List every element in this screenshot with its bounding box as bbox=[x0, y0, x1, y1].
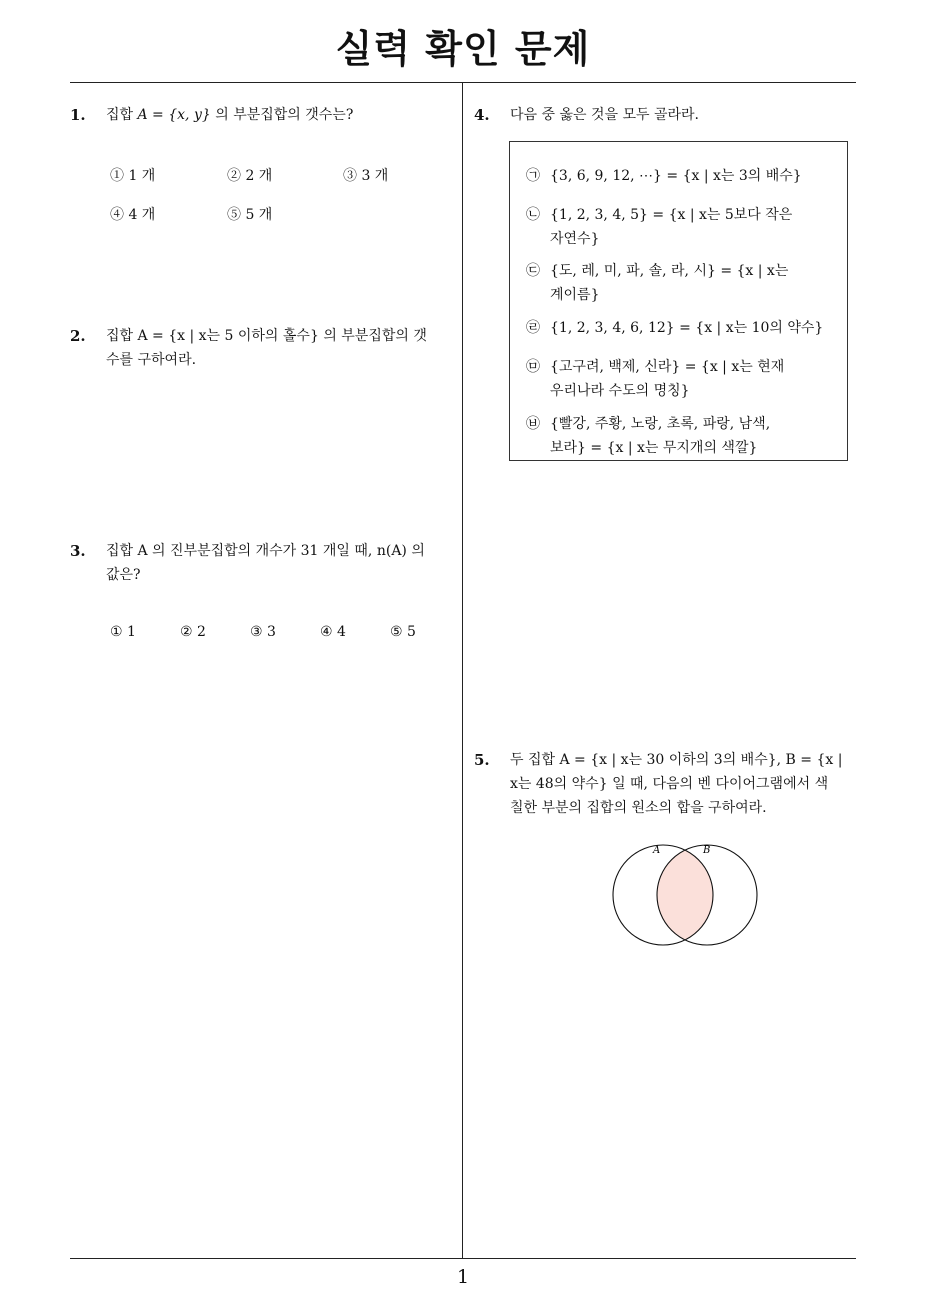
statement-item[interactable]: ㉢ {도, 레, 미, 파, 솔, 라, 시} = {x | x는 계이름} bbox=[526, 259, 836, 307]
statement-mark: ㉣ bbox=[526, 320, 540, 336]
statement-box bbox=[509, 141, 848, 461]
page-title: 실력 확인 문제 bbox=[335, 27, 591, 71]
choice-4[interactable]: ④ 4 개 bbox=[110, 207, 156, 223]
choice-1[interactable]: ① 1 개 bbox=[110, 168, 156, 184]
statement-item[interactable]: ㉡ {1, 2, 3, 4, 5} = {x | x는 5보다 작은 자연수} bbox=[526, 203, 836, 251]
choice-5[interactable]: ⑤ 5 개 bbox=[227, 207, 273, 223]
choice-2[interactable]: ② 2 bbox=[180, 624, 206, 640]
statement-item[interactable]: ㉠ {3, 6, 9, 12, ⋯} = {x | x는 3의 배수} bbox=[526, 164, 836, 188]
question-text: 두 집합 A = {x | x는 30 이하의 3의 배수}, B = {x | x는 48의 약수} 일 때, 다음의 벤 다이어그램에서 색 칠한 부분의 집합의 원소의 합을 구하여라. bbox=[510, 752, 843, 816]
question-2 bbox=[70, 324, 460, 372]
question-1 bbox=[70, 103, 455, 127]
statement-mark: ㉢ bbox=[526, 263, 540, 279]
column-divider bbox=[462, 82, 463, 1258]
question-number: 1. bbox=[70, 106, 86, 124]
question-number: 3. bbox=[70, 542, 86, 560]
statement-item[interactable]: ㉤ {고구려, 백제, 신라} = {x | x는 현재 우리나라 수도의 명칭} bbox=[526, 355, 836, 403]
bottom-divider bbox=[70, 1258, 856, 1259]
top-divider bbox=[70, 82, 856, 83]
venn-label-b: B bbox=[703, 845, 711, 856]
question-5 bbox=[474, 748, 860, 820]
statement-mark: ㉡ bbox=[526, 207, 540, 223]
question-text: 집합 A 의 진부분집합의 개수가 31 개일 때, n(A) 의 값은? bbox=[106, 543, 425, 583]
statement-mark: ㉤ bbox=[526, 359, 540, 375]
choice-3[interactable]: ③ 3 bbox=[250, 624, 276, 640]
question-number: 5. bbox=[474, 751, 490, 769]
statement-mark: ㉥ bbox=[526, 416, 540, 432]
question-text: 집합 A = {x, y} 의 부분집합의 갯수는? bbox=[106, 107, 354, 123]
question-number: 2. bbox=[70, 327, 86, 345]
choice-1[interactable]: ① 1 bbox=[110, 624, 136, 640]
choice-2[interactable]: ② 2 개 bbox=[227, 168, 273, 184]
question-text: 집합 A = {x | x는 5 이하의 홀수} 의 부분집합의 갯 수를 구하여라. bbox=[106, 328, 427, 368]
question-4 bbox=[474, 103, 854, 127]
question-3 bbox=[70, 539, 460, 587]
question-text: 다음 중 옳은 것을 모두 골라라. bbox=[510, 107, 699, 123]
choice-3[interactable]: ③ 3 개 bbox=[343, 168, 389, 184]
statement-mark: ㉠ bbox=[526, 168, 540, 184]
venn-label-a: A bbox=[653, 845, 661, 856]
question-number: 4. bbox=[474, 106, 490, 124]
page-number: 1 bbox=[456, 1266, 470, 1288]
choice-5[interactable]: ⑤ 5 bbox=[390, 624, 416, 640]
statement-item[interactable]: ㉣ {1, 2, 3, 4, 6, 12} = {x | x는 10의 약수} bbox=[526, 316, 836, 340]
statement-item[interactable]: ㉥ {빨강, 주황, 노랑, 초록, 파랑, 남색, 보라} = {x | x는 무지개의 색깔} bbox=[526, 412, 836, 460]
choice-4[interactable]: ④ 4 bbox=[320, 624, 346, 640]
venn-diagram bbox=[600, 838, 770, 948]
